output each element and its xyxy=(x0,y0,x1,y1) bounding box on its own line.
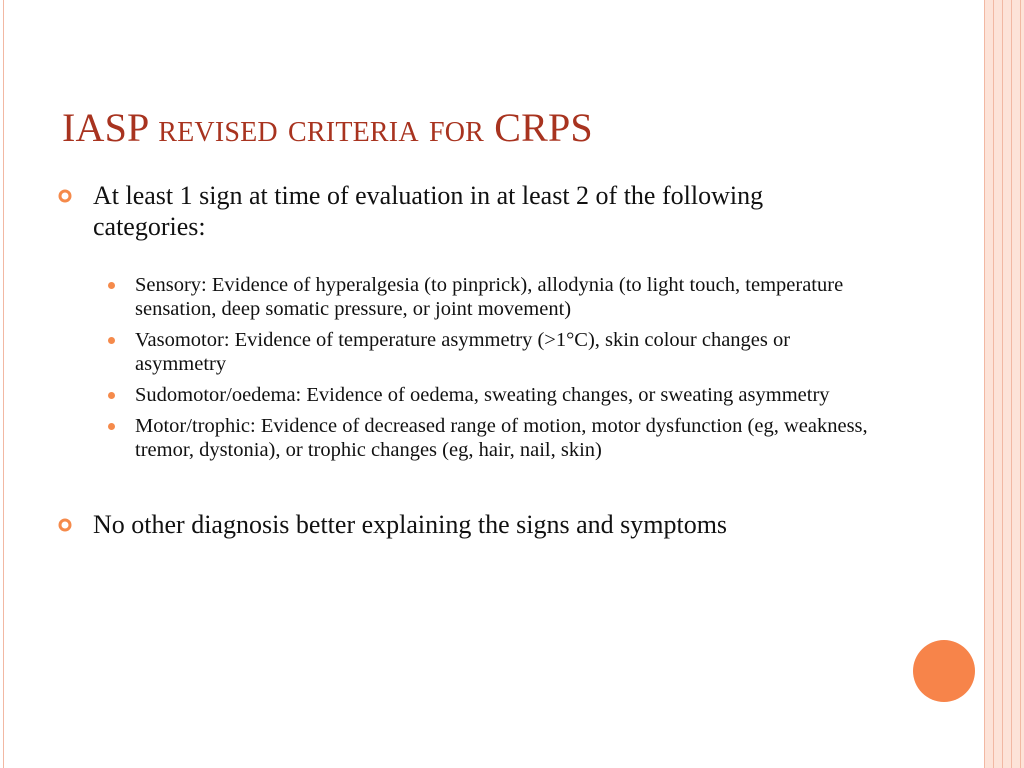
sub-bullet-text: Sudomotor/oedema: Evidence of oedema, sweating changes, or sweating asymmetry xyxy=(135,384,830,406)
sub-bullet-text: Vasomotor: Evidence of temperature asymmetry (>1°C), skin colour changes or asymmetry xyxy=(135,329,791,375)
bullet-item xyxy=(58,180,873,242)
accent-circle xyxy=(913,640,975,702)
circle-bullet-icon xyxy=(58,509,72,540)
title-small-caps: revised criteria for xyxy=(158,105,485,150)
sub-bullet-item xyxy=(135,328,873,376)
bullet-text: No other diagnosis better explaining the signs and symptoms xyxy=(93,510,728,539)
dot-bullet-icon xyxy=(108,282,115,289)
dot-bullet-icon xyxy=(108,423,115,430)
title-end: CRPS xyxy=(494,105,593,150)
slide-title xyxy=(62,104,593,151)
sub-bullet-item xyxy=(135,414,873,462)
bullet-text: At least 1 sign at time of evaluation in at least 2 of the following categories: xyxy=(93,181,764,241)
dot-bullet-icon xyxy=(108,392,115,399)
dot-bullet-icon xyxy=(108,337,115,344)
frame-line-right-3 xyxy=(1002,0,1003,768)
slide-content xyxy=(58,180,873,540)
spacer xyxy=(58,469,873,509)
frame-line-right-4 xyxy=(1011,0,1012,768)
sub-bullet-text: Sensory: Evidence of hyperalgesia (to pinprick), allodynia (to light touch, temperature sensation, deep somatic pressure, or joint movement) xyxy=(135,274,844,320)
sub-bullet-list xyxy=(58,273,873,462)
frame-band-right xyxy=(985,0,1024,768)
frame-line-left xyxy=(3,0,4,768)
sub-bullet-item xyxy=(135,273,873,321)
sub-bullet-text: Motor/trophic: Evidence of decreased range of motion, motor dysfunction (eg, weakness, tremor, dystonia), or trophic changes (eg, hair, nail, skin) xyxy=(135,415,868,461)
bullet-item xyxy=(58,509,873,540)
circle-bullet-icon xyxy=(58,180,72,211)
frame-line-right-2 xyxy=(993,0,994,768)
title-main: IASP xyxy=(62,105,149,150)
frame-line-right-1 xyxy=(984,0,985,768)
sub-bullet-item xyxy=(135,383,873,407)
frame-line-right-5 xyxy=(1020,0,1021,768)
